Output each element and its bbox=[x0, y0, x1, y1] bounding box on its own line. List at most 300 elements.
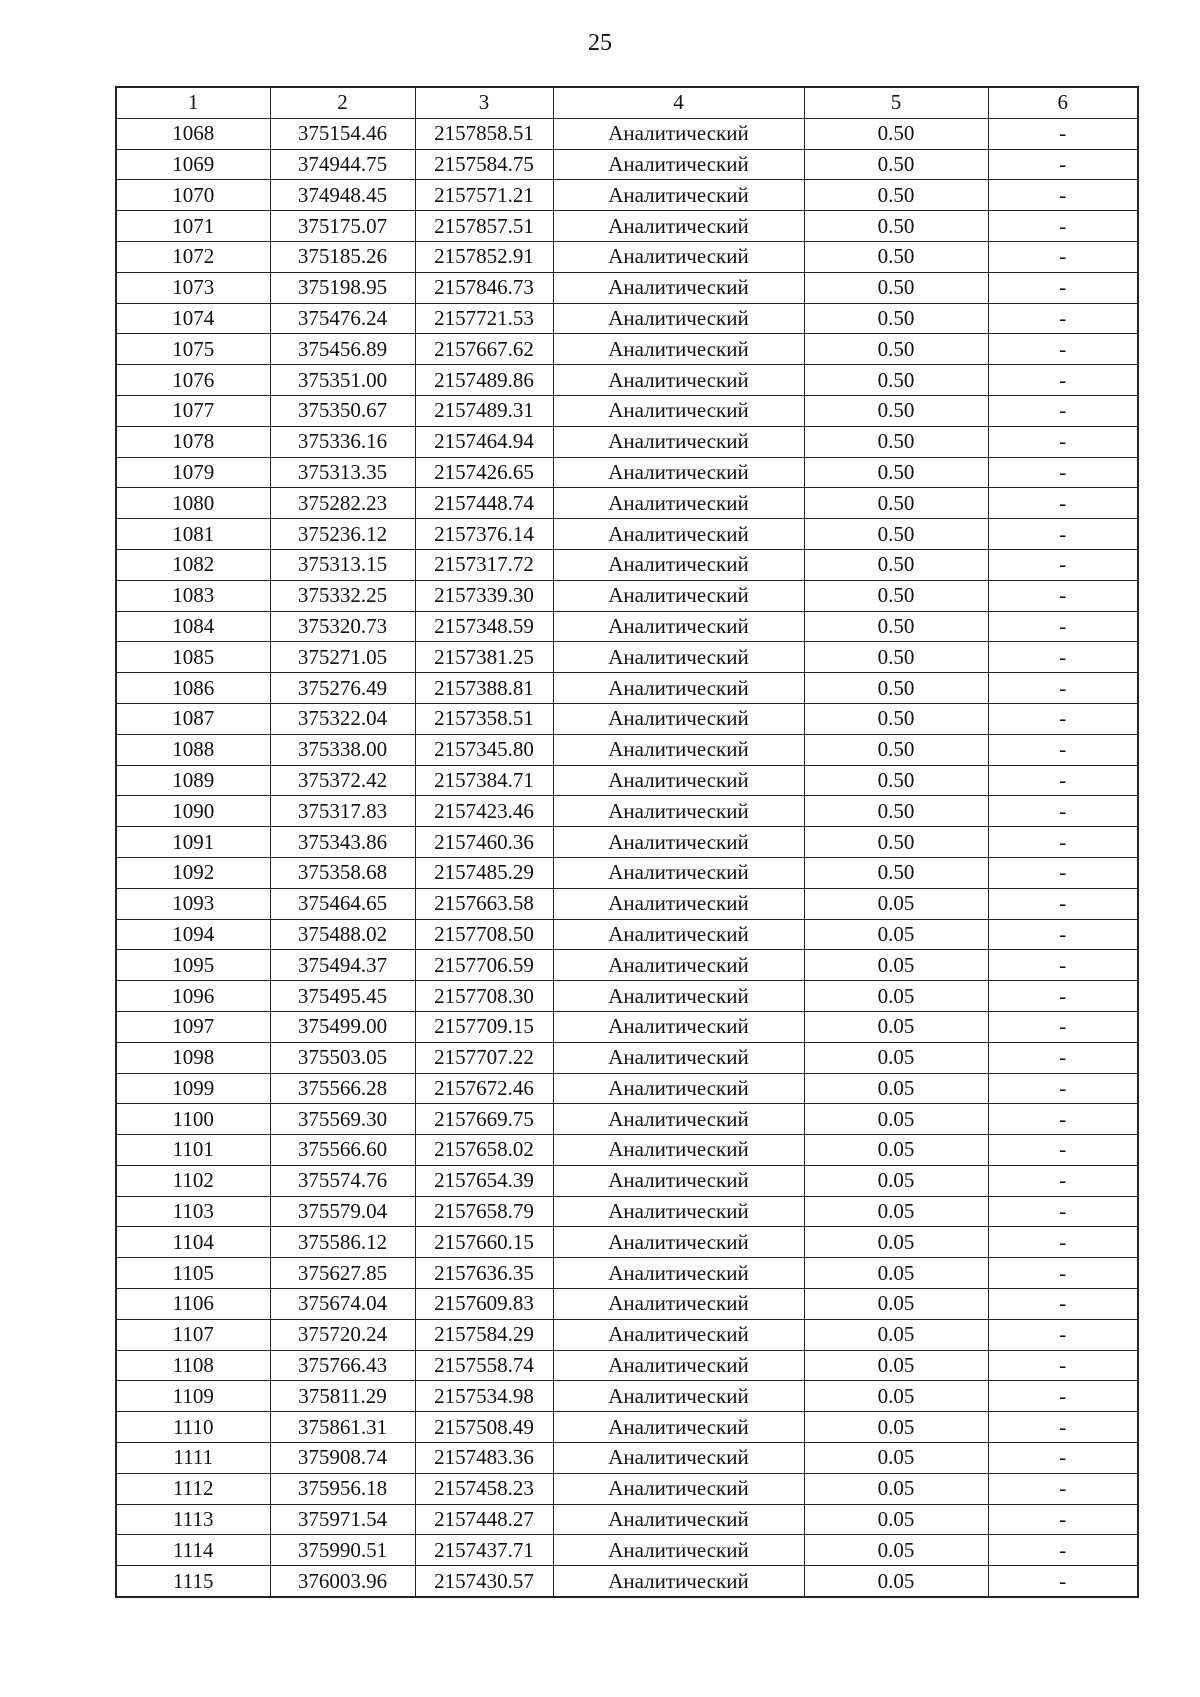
method-cell: Аналитический bbox=[553, 519, 804, 550]
point-number-cell: 1078 bbox=[116, 426, 270, 457]
note-cell: - bbox=[988, 457, 1138, 488]
x-coordinate-cell: 375154.46 bbox=[270, 118, 415, 149]
x-coordinate-cell: 376003.96 bbox=[270, 1566, 415, 1597]
table-row bbox=[116, 457, 1138, 488]
x-coordinate-cell: 375971.54 bbox=[270, 1504, 415, 1535]
table-row bbox=[116, 1566, 1138, 1597]
note-cell: - bbox=[988, 334, 1138, 365]
method-cell: Аналитический bbox=[553, 611, 804, 642]
y-coordinate-cell: 2157388.81 bbox=[415, 673, 553, 704]
accuracy-cell: 0.50 bbox=[804, 395, 988, 426]
point-number-cell: 1108 bbox=[116, 1350, 270, 1381]
accuracy-cell: 0.05 bbox=[804, 1289, 988, 1320]
method-cell: Аналитический bbox=[553, 1319, 804, 1350]
point-number-cell: 1086 bbox=[116, 673, 270, 704]
accuracy-cell: 0.05 bbox=[804, 1412, 988, 1443]
accuracy-cell: 0.05 bbox=[804, 1535, 988, 1566]
method-cell: Аналитический bbox=[553, 796, 804, 827]
accuracy-cell: 0.50 bbox=[804, 703, 988, 734]
page-number: 25 bbox=[588, 30, 612, 56]
note-cell: - bbox=[988, 1042, 1138, 1073]
note-cell: - bbox=[988, 1566, 1138, 1597]
x-coordinate-cell: 375198.95 bbox=[270, 272, 415, 303]
accuracy-cell: 0.50 bbox=[804, 580, 988, 611]
point-number-cell: 1098 bbox=[116, 1042, 270, 1073]
y-coordinate-cell: 2157708.30 bbox=[415, 981, 553, 1012]
note-cell: - bbox=[988, 1073, 1138, 1104]
point-number-cell: 1085 bbox=[116, 642, 270, 673]
note-cell: - bbox=[988, 580, 1138, 611]
table-row bbox=[116, 765, 1138, 796]
note-cell: - bbox=[988, 1289, 1138, 1320]
note-cell: - bbox=[988, 241, 1138, 272]
accuracy-cell: 0.50 bbox=[804, 549, 988, 580]
table-row bbox=[116, 888, 1138, 919]
x-coordinate-cell: 375313.35 bbox=[270, 457, 415, 488]
accuracy-cell: 0.50 bbox=[804, 488, 988, 519]
point-number-cell: 1095 bbox=[116, 950, 270, 981]
table-row bbox=[116, 703, 1138, 734]
note-cell: - bbox=[988, 1412, 1138, 1443]
table-row bbox=[116, 549, 1138, 580]
accuracy-cell: 0.05 bbox=[804, 1011, 988, 1042]
note-cell: - bbox=[988, 426, 1138, 457]
point-number-cell: 1081 bbox=[116, 519, 270, 550]
accuracy-cell: 0.05 bbox=[804, 919, 988, 950]
y-coordinate-cell: 2157485.29 bbox=[415, 857, 553, 888]
table-row bbox=[116, 118, 1138, 149]
y-coordinate-cell: 2157448.74 bbox=[415, 488, 553, 519]
x-coordinate-cell: 375908.74 bbox=[270, 1443, 415, 1474]
note-cell: - bbox=[988, 765, 1138, 796]
method-cell: Аналитический bbox=[553, 211, 804, 242]
note-cell: - bbox=[988, 303, 1138, 334]
table-row bbox=[116, 334, 1138, 365]
x-coordinate-cell: 375566.60 bbox=[270, 1135, 415, 1166]
accuracy-cell: 0.50 bbox=[804, 642, 988, 673]
x-coordinate-cell: 375185.26 bbox=[270, 241, 415, 272]
accuracy-cell: 0.50 bbox=[804, 796, 988, 827]
x-coordinate-cell: 375811.29 bbox=[270, 1381, 415, 1412]
point-number-cell: 1102 bbox=[116, 1165, 270, 1196]
accuracy-cell: 0.05 bbox=[804, 1443, 988, 1474]
y-coordinate-cell: 2157348.59 bbox=[415, 611, 553, 642]
table-row bbox=[116, 272, 1138, 303]
x-coordinate-cell: 375336.16 bbox=[270, 426, 415, 457]
method-cell: Аналитический bbox=[553, 1073, 804, 1104]
y-coordinate-cell: 2157458.23 bbox=[415, 1473, 553, 1504]
y-coordinate-cell: 2157669.75 bbox=[415, 1104, 553, 1135]
table-row bbox=[116, 395, 1138, 426]
point-number-cell: 1082 bbox=[116, 549, 270, 580]
accuracy-cell: 0.05 bbox=[804, 1042, 988, 1073]
y-coordinate-cell: 2157584.75 bbox=[415, 149, 553, 180]
x-coordinate-cell: 375175.07 bbox=[270, 211, 415, 242]
note-cell: - bbox=[988, 919, 1138, 950]
point-number-cell: 1107 bbox=[116, 1319, 270, 1350]
method-cell: Аналитический bbox=[553, 888, 804, 919]
method-cell: Аналитический bbox=[553, 1566, 804, 1597]
accuracy-cell: 0.05 bbox=[804, 950, 988, 981]
method-cell: Аналитический bbox=[553, 765, 804, 796]
x-coordinate-cell: 375276.49 bbox=[270, 673, 415, 704]
note-cell: - bbox=[988, 981, 1138, 1012]
accuracy-cell: 0.50 bbox=[804, 765, 988, 796]
x-coordinate-cell: 375674.04 bbox=[270, 1289, 415, 1320]
method-cell: Аналитический bbox=[553, 1535, 804, 1566]
x-coordinate-cell: 374948.45 bbox=[270, 180, 415, 211]
x-coordinate-cell: 375476.24 bbox=[270, 303, 415, 334]
point-number-cell: 1090 bbox=[116, 796, 270, 827]
column-header: 4 bbox=[553, 87, 804, 118]
table-row bbox=[116, 1227, 1138, 1258]
table-row bbox=[116, 211, 1138, 242]
accuracy-cell: 0.05 bbox=[804, 1381, 988, 1412]
x-coordinate-cell: 375456.89 bbox=[270, 334, 415, 365]
method-cell: Аналитический bbox=[553, 457, 804, 488]
column-header: 3 bbox=[415, 87, 553, 118]
point-number-cell: 1068 bbox=[116, 118, 270, 149]
y-coordinate-cell: 2157358.51 bbox=[415, 703, 553, 734]
y-coordinate-cell: 2157448.27 bbox=[415, 1504, 553, 1535]
accuracy-cell: 0.50 bbox=[804, 272, 988, 303]
y-coordinate-cell: 2157658.79 bbox=[415, 1196, 553, 1227]
point-number-cell: 1113 bbox=[116, 1504, 270, 1535]
table-row bbox=[116, 580, 1138, 611]
method-cell: Аналитический bbox=[553, 703, 804, 734]
method-cell: Аналитический bbox=[553, 1258, 804, 1289]
y-coordinate-cell: 2157708.50 bbox=[415, 919, 553, 950]
point-number-cell: 1077 bbox=[116, 395, 270, 426]
table-row bbox=[116, 1350, 1138, 1381]
table-row bbox=[116, 180, 1138, 211]
table-row bbox=[116, 611, 1138, 642]
x-coordinate-cell: 375494.37 bbox=[270, 950, 415, 981]
table-header-row bbox=[116, 87, 1138, 118]
note-cell: - bbox=[988, 827, 1138, 858]
note-cell: - bbox=[988, 734, 1138, 765]
y-coordinate-cell: 2157663.58 bbox=[415, 888, 553, 919]
note-cell: - bbox=[988, 149, 1138, 180]
y-coordinate-cell: 2157609.83 bbox=[415, 1289, 553, 1320]
note-cell: - bbox=[988, 1473, 1138, 1504]
point-number-cell: 1101 bbox=[116, 1135, 270, 1166]
accuracy-cell: 0.05 bbox=[804, 1227, 988, 1258]
method-cell: Аналитический bbox=[553, 272, 804, 303]
table-row bbox=[116, 365, 1138, 396]
y-coordinate-cell: 2157584.29 bbox=[415, 1319, 553, 1350]
y-coordinate-cell: 2157636.35 bbox=[415, 1258, 553, 1289]
note-cell: - bbox=[988, 1504, 1138, 1535]
table-row bbox=[116, 1443, 1138, 1474]
method-cell: Аналитический bbox=[553, 673, 804, 704]
point-number-cell: 1076 bbox=[116, 365, 270, 396]
method-cell: Аналитический bbox=[553, 1135, 804, 1166]
method-cell: Аналитический bbox=[553, 1443, 804, 1474]
accuracy-cell: 0.05 bbox=[804, 1196, 988, 1227]
point-number-cell: 1103 bbox=[116, 1196, 270, 1227]
accuracy-cell: 0.05 bbox=[804, 1504, 988, 1535]
x-coordinate-cell: 375766.43 bbox=[270, 1350, 415, 1381]
point-number-cell: 1069 bbox=[116, 149, 270, 180]
point-number-cell: 1074 bbox=[116, 303, 270, 334]
point-number-cell: 1089 bbox=[116, 765, 270, 796]
note-cell: - bbox=[988, 1258, 1138, 1289]
method-cell: Аналитический bbox=[553, 488, 804, 519]
x-coordinate-cell: 375320.73 bbox=[270, 611, 415, 642]
method-cell: Аналитический bbox=[553, 1104, 804, 1135]
point-number-cell: 1104 bbox=[116, 1227, 270, 1258]
method-cell: Аналитический bbox=[553, 919, 804, 950]
accuracy-cell: 0.50 bbox=[804, 611, 988, 642]
x-coordinate-cell: 375495.45 bbox=[270, 981, 415, 1012]
x-coordinate-cell: 375317.83 bbox=[270, 796, 415, 827]
y-coordinate-cell: 2157658.02 bbox=[415, 1135, 553, 1166]
x-coordinate-cell: 375720.24 bbox=[270, 1319, 415, 1350]
x-coordinate-cell: 375313.15 bbox=[270, 549, 415, 580]
y-coordinate-cell: 2157430.57 bbox=[415, 1566, 553, 1597]
y-coordinate-cell: 2157706.59 bbox=[415, 950, 553, 981]
method-cell: Аналитический bbox=[553, 118, 804, 149]
accuracy-cell: 0.50 bbox=[804, 149, 988, 180]
note-cell: - bbox=[988, 1535, 1138, 1566]
note-cell: - bbox=[988, 180, 1138, 211]
table-row bbox=[116, 519, 1138, 550]
point-number-cell: 1092 bbox=[116, 857, 270, 888]
accuracy-cell: 0.05 bbox=[804, 1566, 988, 1597]
point-number-cell: 1093 bbox=[116, 888, 270, 919]
note-cell: - bbox=[988, 611, 1138, 642]
table-row bbox=[116, 1504, 1138, 1535]
point-number-cell: 1071 bbox=[116, 211, 270, 242]
method-cell: Аналитический bbox=[553, 950, 804, 981]
y-coordinate-cell: 2157339.30 bbox=[415, 580, 553, 611]
x-coordinate-cell: 375503.05 bbox=[270, 1042, 415, 1073]
point-number-cell: 1099 bbox=[116, 1073, 270, 1104]
note-cell: - bbox=[988, 1319, 1138, 1350]
point-number-cell: 1087 bbox=[116, 703, 270, 734]
point-number-cell: 1100 bbox=[116, 1104, 270, 1135]
y-coordinate-cell: 2157857.51 bbox=[415, 211, 553, 242]
y-coordinate-cell: 2157672.46 bbox=[415, 1073, 553, 1104]
table-row bbox=[116, 426, 1138, 457]
x-coordinate-cell: 375350.67 bbox=[270, 395, 415, 426]
accuracy-cell: 0.50 bbox=[804, 303, 988, 334]
note-cell: - bbox=[988, 1381, 1138, 1412]
y-coordinate-cell: 2157483.36 bbox=[415, 1443, 553, 1474]
note-cell: - bbox=[988, 1227, 1138, 1258]
note-cell: - bbox=[988, 1443, 1138, 1474]
table-row bbox=[116, 827, 1138, 858]
x-coordinate-cell: 375236.12 bbox=[270, 519, 415, 550]
point-number-cell: 1112 bbox=[116, 1473, 270, 1504]
x-coordinate-cell: 375271.05 bbox=[270, 642, 415, 673]
method-cell: Аналитический bbox=[553, 1381, 804, 1412]
y-coordinate-cell: 2157508.49 bbox=[415, 1412, 553, 1443]
point-number-cell: 1106 bbox=[116, 1289, 270, 1320]
y-coordinate-cell: 2157345.80 bbox=[415, 734, 553, 765]
y-coordinate-cell: 2157464.94 bbox=[415, 426, 553, 457]
y-coordinate-cell: 2157437.71 bbox=[415, 1535, 553, 1566]
method-cell: Аналитический bbox=[553, 180, 804, 211]
note-cell: - bbox=[988, 1196, 1138, 1227]
accuracy-cell: 0.05 bbox=[804, 1319, 988, 1350]
method-cell: Аналитический bbox=[553, 1473, 804, 1504]
accuracy-cell: 0.50 bbox=[804, 180, 988, 211]
method-cell: Аналитический bbox=[553, 1011, 804, 1042]
y-coordinate-cell: 2157489.31 bbox=[415, 395, 553, 426]
table-row bbox=[116, 734, 1138, 765]
note-cell: - bbox=[988, 365, 1138, 396]
x-coordinate-cell: 375990.51 bbox=[270, 1535, 415, 1566]
y-coordinate-cell: 2157721.53 bbox=[415, 303, 553, 334]
x-coordinate-cell: 375343.86 bbox=[270, 827, 415, 858]
accuracy-cell: 0.05 bbox=[804, 888, 988, 919]
table-row bbox=[116, 1165, 1138, 1196]
y-coordinate-cell: 2157534.98 bbox=[415, 1381, 553, 1412]
table-row bbox=[116, 1011, 1138, 1042]
y-coordinate-cell: 2157709.15 bbox=[415, 1011, 553, 1042]
note-cell: - bbox=[988, 1350, 1138, 1381]
table-row bbox=[116, 1412, 1138, 1443]
accuracy-cell: 0.50 bbox=[804, 241, 988, 272]
accuracy-cell: 0.50 bbox=[804, 426, 988, 457]
table-body bbox=[116, 118, 1138, 1597]
table-row bbox=[116, 1104, 1138, 1135]
point-number-cell: 1094 bbox=[116, 919, 270, 950]
table-row bbox=[116, 1135, 1138, 1166]
accuracy-cell: 0.50 bbox=[804, 457, 988, 488]
point-number-cell: 1091 bbox=[116, 827, 270, 858]
table-row bbox=[116, 857, 1138, 888]
note-cell: - bbox=[988, 950, 1138, 981]
note-cell: - bbox=[988, 673, 1138, 704]
table-row bbox=[116, 303, 1138, 334]
accuracy-cell: 0.05 bbox=[804, 1350, 988, 1381]
accuracy-cell: 0.50 bbox=[804, 734, 988, 765]
accuracy-cell: 0.50 bbox=[804, 118, 988, 149]
y-coordinate-cell: 2157654.39 bbox=[415, 1165, 553, 1196]
table-row bbox=[116, 919, 1138, 950]
method-cell: Аналитический bbox=[553, 1350, 804, 1381]
point-number-cell: 1105 bbox=[116, 1258, 270, 1289]
table-row bbox=[116, 796, 1138, 827]
note-cell: - bbox=[988, 519, 1138, 550]
method-cell: Аналитический bbox=[553, 1196, 804, 1227]
x-coordinate-cell: 375586.12 bbox=[270, 1227, 415, 1258]
table-row bbox=[116, 950, 1138, 981]
table-row bbox=[116, 1381, 1138, 1412]
x-coordinate-cell: 374944.75 bbox=[270, 149, 415, 180]
accuracy-cell: 0.50 bbox=[804, 673, 988, 704]
x-coordinate-cell: 375372.42 bbox=[270, 765, 415, 796]
x-coordinate-cell: 375338.00 bbox=[270, 734, 415, 765]
note-cell: - bbox=[988, 1135, 1138, 1166]
accuracy-cell: 0.05 bbox=[804, 1073, 988, 1104]
method-cell: Аналитический bbox=[553, 1289, 804, 1320]
table-row bbox=[116, 149, 1138, 180]
note-cell: - bbox=[988, 857, 1138, 888]
method-cell: Аналитический bbox=[553, 365, 804, 396]
method-cell: Аналитический bbox=[553, 1042, 804, 1073]
column-header: 1 bbox=[116, 87, 270, 118]
note-cell: - bbox=[988, 1011, 1138, 1042]
note-cell: - bbox=[988, 395, 1138, 426]
point-number-cell: 1080 bbox=[116, 488, 270, 519]
accuracy-cell: 0.50 bbox=[804, 857, 988, 888]
table-row bbox=[116, 1319, 1138, 1350]
table-row bbox=[116, 1473, 1138, 1504]
method-cell: Аналитический bbox=[553, 395, 804, 426]
point-number-cell: 1114 bbox=[116, 1535, 270, 1566]
note-cell: - bbox=[988, 1104, 1138, 1135]
method-cell: Аналитический bbox=[553, 1227, 804, 1258]
table-row bbox=[116, 1196, 1138, 1227]
table-row bbox=[116, 1073, 1138, 1104]
note-cell: - bbox=[988, 118, 1138, 149]
y-coordinate-cell: 2157571.21 bbox=[415, 180, 553, 211]
method-cell: Аналитический bbox=[553, 149, 804, 180]
y-coordinate-cell: 2157558.74 bbox=[415, 1350, 553, 1381]
point-number-cell: 1111 bbox=[116, 1443, 270, 1474]
note-cell: - bbox=[988, 642, 1138, 673]
y-coordinate-cell: 2157858.51 bbox=[415, 118, 553, 149]
y-coordinate-cell: 2157426.65 bbox=[415, 457, 553, 488]
note-cell: - bbox=[988, 796, 1138, 827]
accuracy-cell: 0.50 bbox=[804, 519, 988, 550]
x-coordinate-cell: 375351.00 bbox=[270, 365, 415, 396]
x-coordinate-cell: 375569.30 bbox=[270, 1104, 415, 1135]
y-coordinate-cell: 2157846.73 bbox=[415, 272, 553, 303]
method-cell: Аналитический bbox=[553, 857, 804, 888]
note-cell: - bbox=[988, 703, 1138, 734]
table-row bbox=[116, 673, 1138, 704]
y-coordinate-cell: 2157460.36 bbox=[415, 827, 553, 858]
accuracy-cell: 0.50 bbox=[804, 365, 988, 396]
y-coordinate-cell: 2157852.91 bbox=[415, 241, 553, 272]
accuracy-cell: 0.05 bbox=[804, 1258, 988, 1289]
accuracy-cell: 0.05 bbox=[804, 1165, 988, 1196]
method-cell: Аналитический bbox=[553, 1412, 804, 1443]
table-row bbox=[116, 241, 1138, 272]
y-coordinate-cell: 2157667.62 bbox=[415, 334, 553, 365]
column-header: 2 bbox=[270, 87, 415, 118]
table-row bbox=[116, 1289, 1138, 1320]
x-coordinate-cell: 375282.23 bbox=[270, 488, 415, 519]
y-coordinate-cell: 2157317.72 bbox=[415, 549, 553, 580]
point-number-cell: 1070 bbox=[116, 180, 270, 211]
method-cell: Аналитический bbox=[553, 303, 804, 334]
note-cell: - bbox=[988, 488, 1138, 519]
x-coordinate-cell: 375566.28 bbox=[270, 1073, 415, 1104]
x-coordinate-cell: 375627.85 bbox=[270, 1258, 415, 1289]
point-number-cell: 1083 bbox=[116, 580, 270, 611]
x-coordinate-cell: 375956.18 bbox=[270, 1473, 415, 1504]
x-coordinate-cell: 375579.04 bbox=[270, 1196, 415, 1227]
y-coordinate-cell: 2157489.86 bbox=[415, 365, 553, 396]
note-cell: - bbox=[988, 211, 1138, 242]
x-coordinate-cell: 375574.76 bbox=[270, 1165, 415, 1196]
accuracy-cell: 0.50 bbox=[804, 334, 988, 365]
method-cell: Аналитический bbox=[553, 1504, 804, 1535]
accuracy-cell: 0.05 bbox=[804, 1473, 988, 1504]
point-number-cell: 1097 bbox=[116, 1011, 270, 1042]
accuracy-cell: 0.50 bbox=[804, 827, 988, 858]
note-cell: - bbox=[988, 1165, 1138, 1196]
x-coordinate-cell: 375499.00 bbox=[270, 1011, 415, 1042]
accuracy-cell: 0.05 bbox=[804, 1104, 988, 1135]
point-number-cell: 1073 bbox=[116, 272, 270, 303]
